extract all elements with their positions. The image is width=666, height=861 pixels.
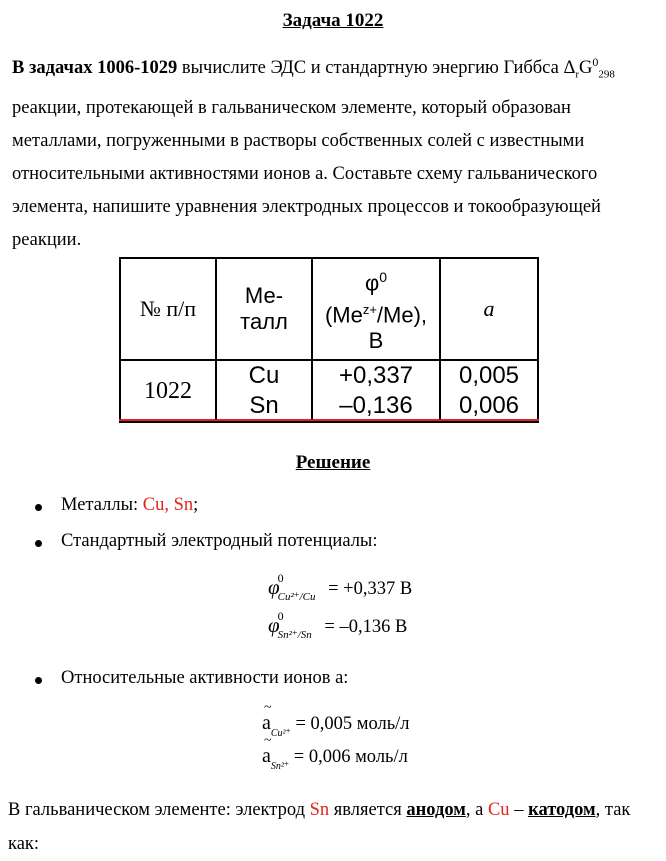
header-potential: $\varphi^0$ $(Me^{z+}/Me)$, В <box>312 258 440 360</box>
bullet-dot-icon <box>35 540 42 547</box>
row-metals: Cu Sn <box>216 360 312 422</box>
formula-cu-potential: $\varphi^0_{Cu^{2+}/Cu} = +0,337$ В <box>268 571 413 603</box>
formula-sn-activity: ~ $a_{Sn^{2+}} = 0,006$ моль/л <box>262 733 408 772</box>
row-number: 1022 <box>120 360 216 422</box>
statement-line-5: элемента, напишите уравнения электродных процессов и токообразующей <box>12 196 601 217</box>
header-metal: Ме- талл <box>216 258 312 360</box>
metals-value: Cu, Sn <box>142 495 194 515</box>
problem-statement <box>12 46 652 257</box>
conclusion-paragraph: В гальваническом элементе: электрод Sn является анодом, а Cu – катодом, так как: <box>8 800 631 854</box>
formula-sn-potential: $\varphi^0_{Sn^{2+}/Sn} = -0,136$ В <box>268 609 408 641</box>
row-potentials: +0,337 –0,136 <box>312 360 440 422</box>
gibbs-symbol: $\Delta_rG^0_{298}$ <box>563 55 615 81</box>
document-page: Задача 1022 В задачах 1006-1029 вычислите ЭДС и стандартную энергию Гиббса $\Delta_rG^0_{298}$ реакции, протекающей в гальваническом элементе, который образован металлами, погруженными в растворы собственных солей с известными относительными активностями ионов a. Составьте схему гальванического элемента, напишите уравнения электродных процессов и токообразующей реакции. № п/п Ме- талл $\varphi^0$ $(Me^{z+}/Me)$, В a 1022 Cu Sn +0,337 –0,136 0,005 0,006 Решение Металлы: Cu, Sn; Стандартный электродный потенциалы: $\varphi^0_{Cu^{2+}/Cu} = +0,337$ В $\varphi^0_{Sn^{2+}/Sn} = -0,136$ В Относительные активности ионов a: ~ $a_{Cu^{2+}} = 0,005$ моль/л ~ $a_{Sn^{2+}} = 0,006$ моль/л В гальваническом элементе: электрод Sn является анодом, а Cu – катодом, так как: <box>0 0 666 846</box>
conclusion-line-2: как: <box>8 834 40 854</box>
problem-title: Задача 1022 <box>282 10 384 31</box>
bullet-dot-icon <box>35 504 42 511</box>
table-header-row <box>120 258 538 360</box>
solution-heading: Решение <box>295 452 371 473</box>
statement-line-4: относительными активностями ионов a. Составьте схему гальванического <box>12 163 598 184</box>
cathode-term: катодом <box>528 800 596 820</box>
cathode-metal: Cu <box>487 800 510 820</box>
statement-line-3: металлами, погруженными в растворы собственных солей с известными <box>12 130 585 151</box>
anode-metal: Sn <box>309 800 330 820</box>
bullet-dot-icon <box>35 677 42 684</box>
table-row <box>120 360 538 422</box>
formula-cu-activity: ~ $a_{Cu^{2+}} = 0,005$ моль/л <box>262 700 410 739</box>
row-activities: 0,005 0,006 <box>440 360 538 422</box>
statement-text: вычислите ЭДС и стандартную энергию Гиббса <box>177 58 564 79</box>
anode-term: анодом <box>406 800 466 820</box>
table-underline <box>119 419 539 421</box>
statement-line-6: реакции. <box>12 229 82 250</box>
statement-lead: В задачах 1006-1029 <box>12 58 178 79</box>
header-activity: a <box>440 258 538 360</box>
task-table <box>119 257 539 423</box>
statement-line-2: реакции, протекающей в гальваническом элементе, который образован <box>12 97 571 118</box>
header-number: № п/п <box>120 258 216 360</box>
